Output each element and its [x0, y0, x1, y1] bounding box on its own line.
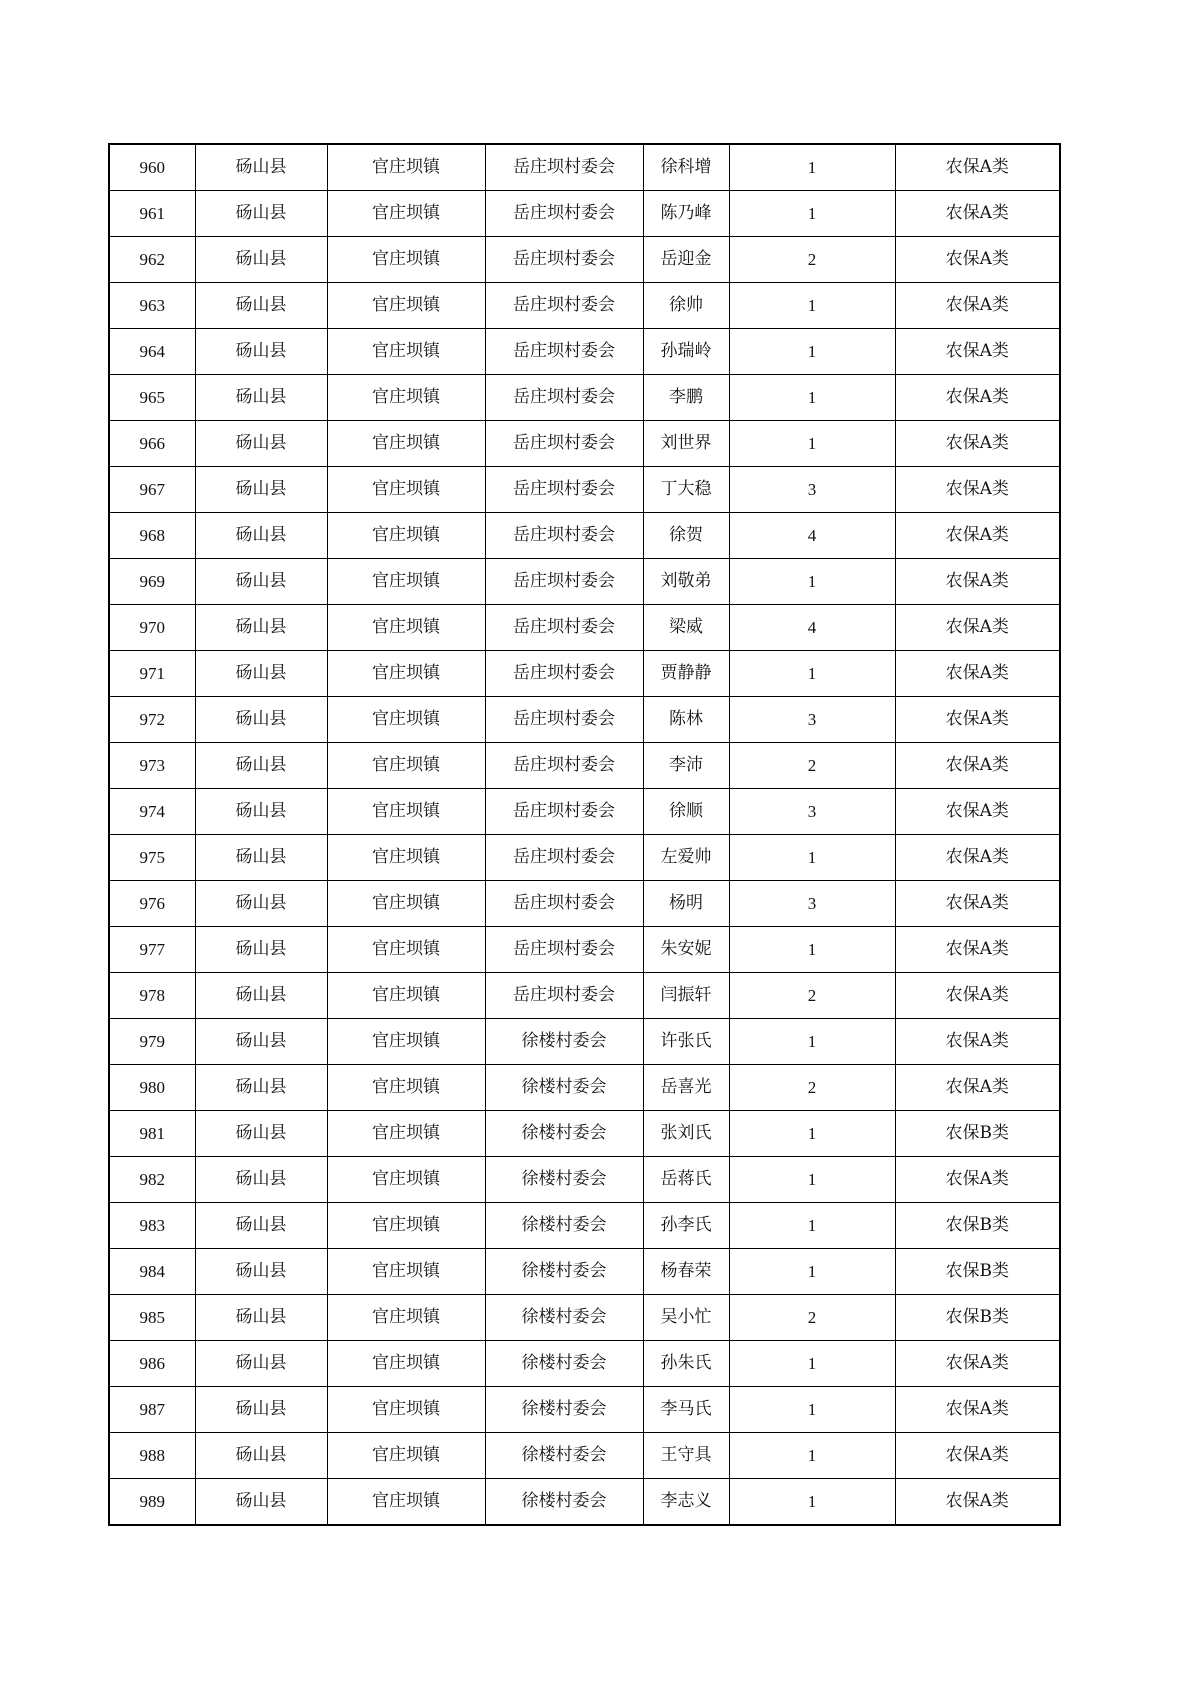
table-row: [109, 1203, 1060, 1249]
cell-town: 官庄坝镇: [327, 421, 485, 467]
table-row: [109, 237, 1060, 283]
table-row: [109, 789, 1060, 835]
cell-row-number: 980: [109, 1065, 195, 1111]
table-row: [109, 1065, 1060, 1111]
cell-county: 砀山县: [195, 1433, 327, 1479]
cell-town: 官庄坝镇: [327, 927, 485, 973]
cell-village-committee: 岳庄坝村委会: [485, 191, 643, 237]
cell-village-committee: 岳庄坝村委会: [485, 513, 643, 559]
cell-household-count: 1: [729, 1433, 895, 1479]
cell-village-committee: 岳庄坝村委会: [485, 559, 643, 605]
cell-household-count: 2: [729, 743, 895, 789]
cell-row-number: 976: [109, 881, 195, 927]
cell-town: 官庄坝镇: [327, 1387, 485, 1433]
table-row: [109, 927, 1060, 973]
cell-town: 官庄坝镇: [327, 1341, 485, 1387]
cell-household-count: 1: [729, 283, 895, 329]
cell-household-count: 1: [729, 421, 895, 467]
cell-person-name: 陈林: [643, 697, 729, 743]
table-row: [109, 191, 1060, 237]
cell-town: 官庄坝镇: [327, 467, 485, 513]
cell-person-name: 徐帅: [643, 283, 729, 329]
cell-row-number: 986: [109, 1341, 195, 1387]
cell-village-committee: 徐楼村委会: [485, 1387, 643, 1433]
cell-household-count: 1: [729, 1157, 895, 1203]
cell-county: 砀山县: [195, 605, 327, 651]
cell-row-number: 975: [109, 835, 195, 881]
cell-row-number: 972: [109, 697, 195, 743]
table-row: [109, 835, 1060, 881]
cell-row-number: 960: [109, 144, 195, 191]
cell-village-committee: 徐楼村委会: [485, 1433, 643, 1479]
cell-person-name: 岳喜光: [643, 1065, 729, 1111]
table-row: [109, 1479, 1060, 1526]
cell-row-number: 977: [109, 927, 195, 973]
cell-household-count: 1: [729, 651, 895, 697]
cell-county: 砀山县: [195, 651, 327, 697]
cell-row-number: 969: [109, 559, 195, 605]
table-row: [109, 1387, 1060, 1433]
cell-person-name: 岳迎金: [643, 237, 729, 283]
cell-person-name: 朱安妮: [643, 927, 729, 973]
cell-insurance-category: 农保A类: [895, 1479, 1060, 1526]
cell-county: 砀山县: [195, 1387, 327, 1433]
cell-town: 官庄坝镇: [327, 1249, 485, 1295]
table-row: [109, 467, 1060, 513]
cell-household-count: 3: [729, 467, 895, 513]
cell-person-name: 王守具: [643, 1433, 729, 1479]
cell-village-committee: 岳庄坝村委会: [485, 743, 643, 789]
cell-county: 砀山县: [195, 927, 327, 973]
table-row: [109, 559, 1060, 605]
cell-village-committee: 岳庄坝村委会: [485, 237, 643, 283]
cell-household-count: 1: [729, 191, 895, 237]
cell-county: 砀山县: [195, 1341, 327, 1387]
cell-insurance-category: 农保A类: [895, 651, 1060, 697]
cell-county: 砀山县: [195, 1249, 327, 1295]
table-row: [109, 743, 1060, 789]
cell-household-count: 1: [729, 1249, 895, 1295]
cell-village-committee: 徐楼村委会: [485, 1249, 643, 1295]
cell-row-number: 974: [109, 789, 195, 835]
cell-insurance-category: 农保A类: [895, 329, 1060, 375]
cell-person-name: 徐顺: [643, 789, 729, 835]
cell-insurance-category: 农保B类: [895, 1203, 1060, 1249]
table-row: [109, 375, 1060, 421]
cell-town: 官庄坝镇: [327, 1157, 485, 1203]
cell-household-count: 2: [729, 1065, 895, 1111]
cell-insurance-category: 农保A类: [895, 789, 1060, 835]
cell-village-committee: 岳庄坝村委会: [485, 835, 643, 881]
cell-county: 砀山县: [195, 1295, 327, 1341]
cell-row-number: 985: [109, 1295, 195, 1341]
cell-household-count: 1: [729, 144, 895, 191]
cell-village-committee: 徐楼村委会: [485, 1157, 643, 1203]
cell-town: 官庄坝镇: [327, 559, 485, 605]
cell-insurance-category: 农保A类: [895, 973, 1060, 1019]
cell-household-count: 2: [729, 973, 895, 1019]
cell-person-name: 许张氏: [643, 1019, 729, 1065]
cell-county: 砀山县: [195, 375, 327, 421]
cell-row-number: 970: [109, 605, 195, 651]
cell-person-name: 左爱帅: [643, 835, 729, 881]
cell-row-number: 988: [109, 1433, 195, 1479]
cell-household-count: 1: [729, 1387, 895, 1433]
cell-person-name: 杨明: [643, 881, 729, 927]
cell-person-name: 梁威: [643, 605, 729, 651]
cell-person-name: 吴小忙: [643, 1295, 729, 1341]
cell-insurance-category: 农保A类: [895, 1065, 1060, 1111]
cell-insurance-category: 农保B类: [895, 1249, 1060, 1295]
cell-county: 砀山县: [195, 191, 327, 237]
cell-row-number: 962: [109, 237, 195, 283]
cell-town: 官庄坝镇: [327, 1295, 485, 1341]
cell-county: 砀山县: [195, 1203, 327, 1249]
cell-row-number: 968: [109, 513, 195, 559]
table-row: [109, 1157, 1060, 1203]
cell-row-number: 982: [109, 1157, 195, 1203]
table-row: [109, 1295, 1060, 1341]
cell-village-committee: 徐楼村委会: [485, 1203, 643, 1249]
cell-county: 砀山县: [195, 1111, 327, 1157]
cell-county: 砀山县: [195, 513, 327, 559]
cell-row-number: 983: [109, 1203, 195, 1249]
table-row: [109, 283, 1060, 329]
table-row: [109, 144, 1060, 191]
cell-county: 砀山县: [195, 743, 327, 789]
cell-insurance-category: 农保A类: [895, 1387, 1060, 1433]
cell-household-count: 1: [729, 1111, 895, 1157]
cell-village-committee: 徐楼村委会: [485, 1111, 643, 1157]
cell-insurance-category: 农保A类: [895, 1019, 1060, 1065]
cell-insurance-category: 农保A类: [895, 927, 1060, 973]
cell-village-committee: 岳庄坝村委会: [485, 651, 643, 697]
cell-insurance-category: 农保A类: [895, 1341, 1060, 1387]
table-row: [109, 1433, 1060, 1479]
cell-insurance-category: 农保A类: [895, 513, 1060, 559]
cell-person-name: 杨春荣: [643, 1249, 729, 1295]
cell-village-committee: 岳庄坝村委会: [485, 881, 643, 927]
cell-household-count: 3: [729, 881, 895, 927]
cell-county: 砀山县: [195, 283, 327, 329]
cell-village-committee: 岳庄坝村委会: [485, 329, 643, 375]
cell-town: 官庄坝镇: [327, 237, 485, 283]
cell-person-name: 李鹏: [643, 375, 729, 421]
table-row: [109, 973, 1060, 1019]
cell-village-committee: 徐楼村委会: [485, 1295, 643, 1341]
cell-insurance-category: 农保A类: [895, 1157, 1060, 1203]
cell-person-name: 刘世界: [643, 421, 729, 467]
cell-village-committee: 岳庄坝村委会: [485, 421, 643, 467]
cell-household-count: 1: [729, 1341, 895, 1387]
table-row: [109, 881, 1060, 927]
cell-row-number: 963: [109, 283, 195, 329]
cell-town: 官庄坝镇: [327, 144, 485, 191]
cell-person-name: 贾静静: [643, 651, 729, 697]
cell-insurance-category: 农保A类: [895, 421, 1060, 467]
cell-household-count: 2: [729, 1295, 895, 1341]
cell-person-name: 陈乃峰: [643, 191, 729, 237]
cell-village-committee: 岳庄坝村委会: [485, 927, 643, 973]
table-row: [109, 1019, 1060, 1065]
cell-row-number: 961: [109, 191, 195, 237]
cell-person-name: 丁大稳: [643, 467, 729, 513]
cell-village-committee: 岳庄坝村委会: [485, 789, 643, 835]
cell-town: 官庄坝镇: [327, 283, 485, 329]
cell-village-committee: 岳庄坝村委会: [485, 375, 643, 421]
cell-person-name: 李马氏: [643, 1387, 729, 1433]
cell-county: 砀山县: [195, 973, 327, 1019]
cell-row-number: 967: [109, 467, 195, 513]
cell-town: 官庄坝镇: [327, 881, 485, 927]
cell-county: 砀山县: [195, 697, 327, 743]
cell-insurance-category: 农保A类: [895, 237, 1060, 283]
cell-person-name: 岳蒋氏: [643, 1157, 729, 1203]
cell-county: 砀山县: [195, 329, 327, 375]
cell-county: 砀山县: [195, 835, 327, 881]
cell-insurance-category: 农保A类: [895, 835, 1060, 881]
cell-household-count: 4: [729, 605, 895, 651]
cell-person-name: 李志义: [643, 1479, 729, 1526]
table-row: [109, 1341, 1060, 1387]
cell-village-committee: 岳庄坝村委会: [485, 283, 643, 329]
cell-county: 砀山县: [195, 1157, 327, 1203]
cell-insurance-category: 农保A类: [895, 375, 1060, 421]
cell-town: 官庄坝镇: [327, 191, 485, 237]
cell-county: 砀山县: [195, 881, 327, 927]
roster-body: [109, 144, 1060, 1525]
cell-row-number: 978: [109, 973, 195, 1019]
cell-insurance-category: 农保B类: [895, 1111, 1060, 1157]
cell-town: 官庄坝镇: [327, 1433, 485, 1479]
cell-person-name: 李沛: [643, 743, 729, 789]
cell-town: 官庄坝镇: [327, 1479, 485, 1526]
cell-row-number: 984: [109, 1249, 195, 1295]
cell-row-number: 966: [109, 421, 195, 467]
cell-row-number: 981: [109, 1111, 195, 1157]
cell-person-name: 徐贺: [643, 513, 729, 559]
cell-household-count: 1: [729, 559, 895, 605]
cell-county: 砀山县: [195, 1019, 327, 1065]
cell-person-name: 孙李氏: [643, 1203, 729, 1249]
cell-village-committee: 岳庄坝村委会: [485, 973, 643, 1019]
cell-town: 官庄坝镇: [327, 513, 485, 559]
table-row: [109, 513, 1060, 559]
cell-town: 官庄坝镇: [327, 1203, 485, 1249]
cell-town: 官庄坝镇: [327, 329, 485, 375]
cell-row-number: 979: [109, 1019, 195, 1065]
cell-county: 砀山县: [195, 789, 327, 835]
table-row: [109, 651, 1060, 697]
cell-town: 官庄坝镇: [327, 789, 485, 835]
table-row: [109, 1111, 1060, 1157]
table-row: [109, 421, 1060, 467]
cell-insurance-category: 农保A类: [895, 283, 1060, 329]
cell-village-committee: 岳庄坝村委会: [485, 605, 643, 651]
cell-county: 砀山县: [195, 559, 327, 605]
cell-person-name: 孙朱氏: [643, 1341, 729, 1387]
cell-town: 官庄坝镇: [327, 375, 485, 421]
cell-town: 官庄坝镇: [327, 1111, 485, 1157]
roster-table: [108, 143, 1061, 1526]
cell-insurance-category: 农保A类: [895, 881, 1060, 927]
cell-insurance-category: 农保A类: [895, 559, 1060, 605]
cell-town: 官庄坝镇: [327, 973, 485, 1019]
cell-county: 砀山县: [195, 237, 327, 283]
cell-row-number: 973: [109, 743, 195, 789]
cell-person-name: 徐科增: [643, 144, 729, 191]
cell-insurance-category: 农保B类: [895, 1295, 1060, 1341]
cell-row-number: 965: [109, 375, 195, 421]
cell-household-count: 1: [729, 1479, 895, 1526]
cell-household-count: 1: [729, 1019, 895, 1065]
cell-village-committee: 岳庄坝村委会: [485, 697, 643, 743]
cell-village-committee: 徐楼村委会: [485, 1065, 643, 1111]
cell-household-count: 1: [729, 927, 895, 973]
cell-village-committee: 岳庄坝村委会: [485, 144, 643, 191]
cell-village-committee: 徐楼村委会: [485, 1479, 643, 1526]
cell-household-count: 1: [729, 1203, 895, 1249]
cell-row-number: 989: [109, 1479, 195, 1526]
cell-town: 官庄坝镇: [327, 1065, 485, 1111]
cell-insurance-category: 农保A类: [895, 1433, 1060, 1479]
table-row: [109, 605, 1060, 651]
cell-town: 官庄坝镇: [327, 651, 485, 697]
cell-village-committee: 岳庄坝村委会: [485, 467, 643, 513]
cell-person-name: 孙瑞岭: [643, 329, 729, 375]
cell-row-number: 987: [109, 1387, 195, 1433]
cell-county: 砀山县: [195, 144, 327, 191]
cell-insurance-category: 农保A类: [895, 467, 1060, 513]
cell-town: 官庄坝镇: [327, 697, 485, 743]
cell-town: 官庄坝镇: [327, 1019, 485, 1065]
cell-household-count: 2: [729, 237, 895, 283]
cell-household-count: 3: [729, 697, 895, 743]
cell-household-count: 1: [729, 835, 895, 881]
cell-row-number: 964: [109, 329, 195, 375]
table-row: [109, 697, 1060, 743]
cell-person-name: 闫振轩: [643, 973, 729, 1019]
cell-person-name: 张刘氏: [643, 1111, 729, 1157]
table-row: [109, 329, 1060, 375]
cell-household-count: 1: [729, 375, 895, 421]
cell-county: 砀山县: [195, 1479, 327, 1526]
cell-row-number: 971: [109, 651, 195, 697]
cell-county: 砀山县: [195, 467, 327, 513]
cell-insurance-category: 农保A类: [895, 697, 1060, 743]
cell-county: 砀山县: [195, 421, 327, 467]
cell-village-committee: 徐楼村委会: [485, 1019, 643, 1065]
cell-village-committee: 徐楼村委会: [485, 1341, 643, 1387]
cell-county: 砀山县: [195, 1065, 327, 1111]
table-row: [109, 1249, 1060, 1295]
cell-town: 官庄坝镇: [327, 835, 485, 881]
cell-town: 官庄坝镇: [327, 743, 485, 789]
cell-household-count: 3: [729, 789, 895, 835]
cell-town: 官庄坝镇: [327, 605, 485, 651]
cell-household-count: 4: [729, 513, 895, 559]
cell-person-name: 刘敬弟: [643, 559, 729, 605]
cell-insurance-category: 农保A类: [895, 605, 1060, 651]
cell-insurance-category: 农保A类: [895, 743, 1060, 789]
cell-insurance-category: 农保A类: [895, 144, 1060, 191]
cell-household-count: 1: [729, 329, 895, 375]
cell-insurance-category: 农保A类: [895, 191, 1060, 237]
